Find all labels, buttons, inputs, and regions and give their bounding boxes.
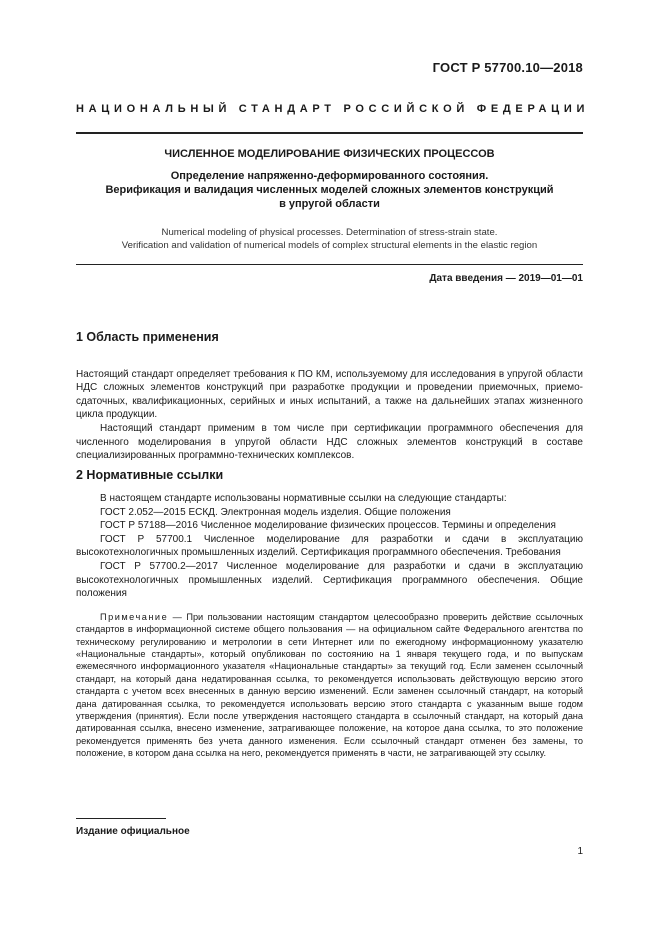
main-title: ЧИСЛЕННОЕ МОДЕЛИРОВАНИЕ ФИЗИЧЕСКИХ ПРОЦЕССОВ [164, 148, 495, 160]
english-title [76, 226, 583, 252]
section-scope [76, 330, 583, 463]
national-standard-banner: НАЦИОНАЛЬНЫЙ СТАНДАРТ РОССИЙСКОЙ ФЕДЕРАЦИИ [76, 103, 590, 115]
section-1-paragraph [76, 354, 583, 422]
section-1-para-2-text: Настоящий стандарт применим в том числе при сертификации программного обеспечения для численного моделирования в упругой области НДС сложных элементов конструкций в составе специализированных программно-технических комплексов. [76, 422, 583, 462]
title-divider [76, 264, 583, 265]
intro-date: Дата введения — 2019—01—01 [429, 273, 583, 284]
english-title-line-2: Verification and validation of numerical models of complex structural elements in the elastic region [121, 240, 538, 251]
ref-gost-r-57700-1: ГОСТ Р 57700.1 Численное моделирование для разработки и сдачи в эксплуатацию высокотехнологичных промышленных изделий. Сертификация программного обеспечения. Требования [76, 533, 583, 559]
note-paragraph [76, 611, 583, 760]
page-number: 1 [577, 846, 583, 857]
note-label: Примечание [100, 611, 169, 622]
english-title-line-1: Numerical modeling of physical processes. Determination of stress-strain state. [161, 227, 498, 238]
section-normative-refs [76, 468, 583, 760]
note-text: — При пользовании настоящим стандартом целесообразно проверить действие ссылочных стандартов в информационной системе общего пользования — на официальном сайте Федерального агентства по техническому регулированию и метрологии в сети Интернет или по ежегодному информационному указателю «Национальные стандарты», который опубликован по состоянию на 1 января текущего года, и по выпускам ежемесячного информационного указателя «Национальные стандарты» за текущий год. Если заменен ссылочный стандарт, на который дана недатированная ссылка, то рекомендуется использовать действующую версию этого стандарта с учетом всех внесенных в данную версию изменений. Если заменен ссылочный стандарт, на который дана датированная ссылка, то рекомендуется использовать версию этого стандарта с указанным выше годом утверждения (принятия). Если после утверждения настоящего стандарта в ссылочный стандарт, на который дана датированная ссылка, внесено изменение, затрагивающее положение, на которое дана ссылка, то это положение рекомендуется применять без учета данного изменения. Если ссылочный стандарт отменен без замены, то положение, в котором дана ссылка на него, рекомендуется применять в части, не затрагивающей эту ссылку. [76, 611, 583, 759]
section-1-para-1-text: Настоящий стандарт определяет требования к ПО КМ, используемому для исследования в упругой области НДС сложных элементов конструкций при разработке продукции и проведении приемочных, приемо-сдаточных, квалификационных, серийных и иных испытаний, а также на дальнейших этапах жизненного цикла продукции. [76, 368, 583, 421]
subtitle-line-1: Определение напряженно-деформированного состояния. [170, 170, 489, 182]
ref-gost-r-57700-2: ГОСТ Р 57700.2—2017 Численное моделирование для разработки и сдачи в эксплуатацию высокотехнологичных промышленных изделий. Сертификация программного обеспечения. Общие положения [76, 560, 583, 600]
section-1-heading: 1 Область применения [76, 330, 219, 344]
ref-gost-2-052: ГОСТ 2.052—2015 ЕСКД. Электронная модель изделия. Общие положения [100, 506, 451, 518]
title-block [76, 148, 583, 211]
edition-label: Издание официальное [76, 826, 190, 837]
section-2-heading: 2 Нормативные ссылки [76, 468, 224, 482]
standard-code: ГОСТ Р 57700.10—2018 [432, 60, 583, 75]
subtitle-line-2: Верификация и валидация численных моделей сложных элементов конструкций [105, 184, 554, 196]
header-divider [76, 132, 583, 134]
ref-gost-r-57188: ГОСТ Р 57188—2016 Численное моделирование физических процессов. Термины и определения [100, 520, 556, 532]
refs-intro: В настоящем стандарте использованы нормативные ссылки на следующие стандарты: [100, 493, 507, 504]
section-1-paragraph [76, 422, 583, 463]
subtitle-line-3: в упругой области [279, 198, 380, 210]
footer-divider [76, 818, 166, 819]
